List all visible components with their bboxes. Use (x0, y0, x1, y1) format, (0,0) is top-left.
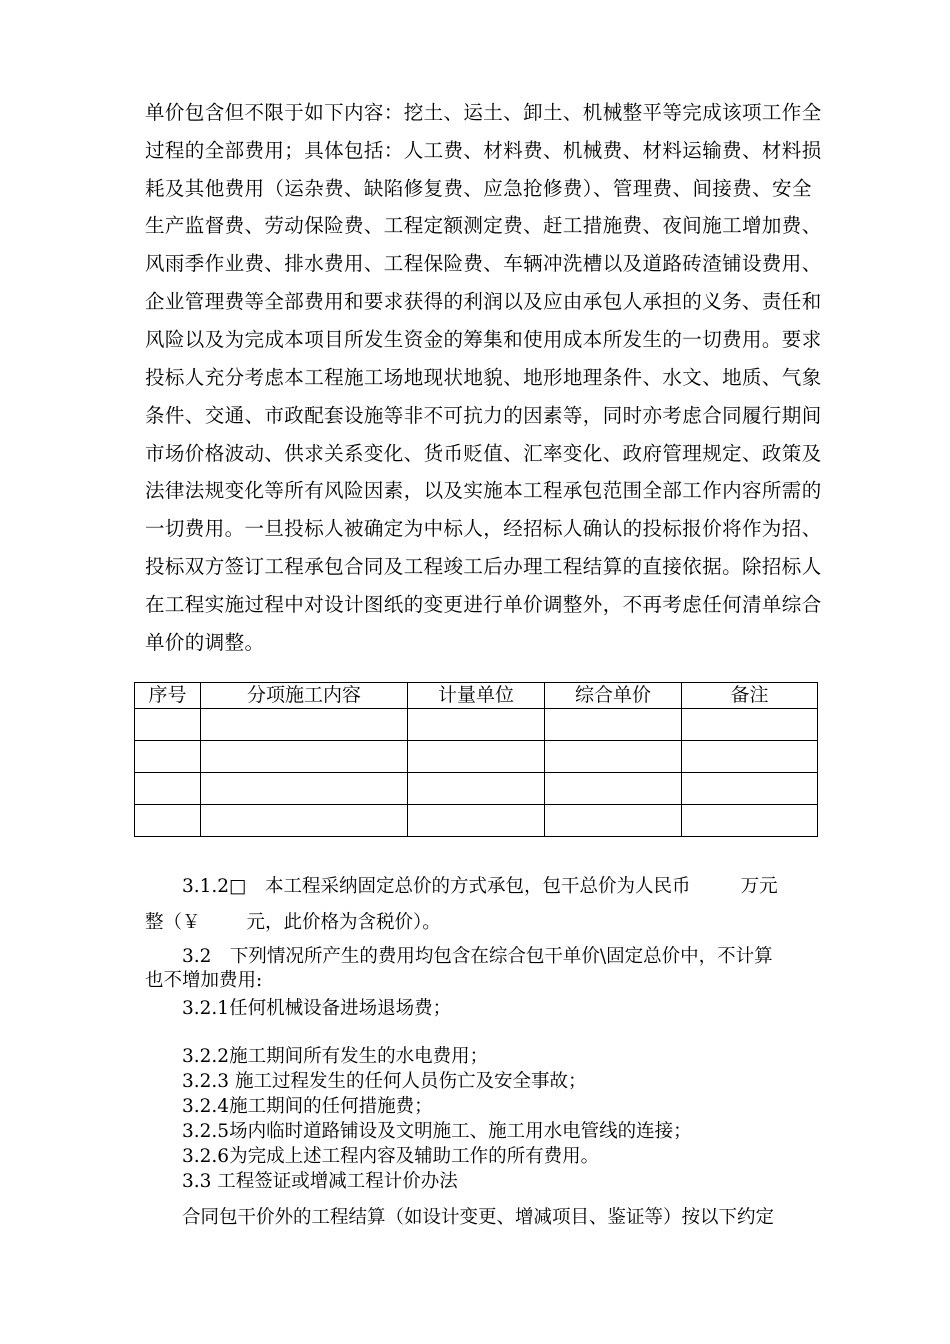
paragraph-line: 风雨季作业费、排水费用、工程保险费、车辆冲洗槽以及道路砖渣铺设费用、 (145, 252, 822, 275)
table-cell (408, 805, 545, 837)
table-cell (545, 773, 682, 805)
sub-item: 3.2.2施工期间所有发生的水电费用； (182, 1046, 489, 1067)
table-row (135, 709, 818, 741)
closing-line: 合同包干价外的工程结算（如设计变更、增减项目、鉴证等）按以下约定 (182, 1207, 775, 1228)
header-cell-remarks: 备注 (682, 683, 818, 709)
sub-item: 3.2.3 施工过程发生的任何人员伤亡及安全事故； (182, 1071, 587, 1092)
paragraph-line: 一切费用。一旦投标人被确定为中标人，经招标人确认的投标报价将作为招、 (145, 517, 822, 540)
unit-price-table (134, 682, 818, 837)
header-cell-serial: 序号 (135, 683, 201, 709)
clause-3-1-2-text: 3.1.2□ 本工程采纳固定总价的方式承包，包干总价为人民币 (182, 876, 691, 897)
table-cell (408, 709, 545, 741)
paragraph-line: 单价包含但不限于如下内容：挖土、运土、卸土、机械整平等完成该项工作全 (145, 101, 822, 124)
table-cell (201, 741, 408, 773)
paragraph-line: 企业管理费等全部费用和要求获得的利润以及应由承包人承担的义务、责任和 (145, 290, 822, 313)
paragraph-line: 市场价格波动、供求关系变化、货币贬值、汇率变化、政府管理规定、政策及 (145, 442, 822, 465)
table-cell (135, 709, 201, 741)
header-cell-unit: 计量单位 (408, 683, 545, 709)
paragraph-line: 风险以及为完成本项目所发生资金的筹集和使用成本所发生的一切费用。要求 (145, 328, 822, 351)
paragraph-line: 过程的全部费用；具体包括：人工费、材料费、机械费、材料运输费、材料损 (145, 139, 822, 162)
header-cell-work-item: 分项施工内容 (201, 683, 408, 709)
clause-3-2-line1: 3.2 下列情况所产生的费用均包含在综合包干单价\固定总价中，不计算 (182, 946, 773, 967)
clause-3-1-2-yen: 整（￥ (145, 912, 201, 933)
table-cell (545, 741, 682, 773)
sub-item: 3.2.4施工期间的任何措施费； (182, 1096, 433, 1117)
paragraph-line: 条件、交通、市政配套设施等非不可抗力的因素等，同时亦考虑合同履行期间 (145, 404, 822, 427)
header-cell-unit-price: 综合单价 (545, 683, 682, 709)
table-cell (201, 805, 408, 837)
clause-3-1-2-line1 (182, 876, 778, 898)
table-cell (408, 773, 545, 805)
table-cell (135, 773, 201, 805)
table-cell (682, 805, 818, 837)
paragraph-line: 单价的调整。 (145, 631, 265, 654)
table-row (135, 773, 818, 805)
paragraph-line: 耗及其他费用（运杂费、缺陷修复费、应急抢修费）、管理费、间接费、安全 (145, 177, 812, 200)
table-row (135, 805, 818, 837)
paragraph-line: 投标双方签订工程承包合同及工程竣工后办理工程结算的直接依据。除招标人 (145, 555, 822, 578)
table-header-row (135, 683, 818, 709)
table-cell (545, 709, 682, 741)
table-cell (682, 773, 818, 805)
sub-item: 3.2.1任何机械设备进场退场费； (182, 998, 452, 1019)
clause-3-3-heading: 3.3 工程签证或增减工程计价办法 (182, 1171, 458, 1192)
table-cell (135, 805, 201, 837)
table-cell (682, 709, 818, 741)
paragraph-line: 在工程实施过程中对设计图纸的变更进行单价调整外，不再考虑任何清单综合 (145, 593, 822, 616)
table-cell (201, 773, 408, 805)
clause-3-1-2-unit: 万元 (740, 876, 778, 897)
clause-3-2-line2: 也不增加费用: (145, 970, 263, 991)
table-row (135, 741, 818, 773)
clause-3-1-2-tail: 元，此价格为含税价）。 (246, 912, 441, 933)
clause-3-1-2-line2 (145, 912, 441, 934)
paragraph-line: 法律法规变化等所有风险因素，以及实施本工程承包范围全部工作内容所需的 (145, 479, 822, 502)
table-cell (545, 805, 682, 837)
sub-item: 3.2.6为完成上述工程内容及辅助工作的所有费用。 (182, 1146, 600, 1167)
table-cell (682, 741, 818, 773)
table-cell (201, 709, 408, 741)
sub-item: 3.2.5场内临时道路铺设及文明施工、施工用水电管线的连接； (182, 1121, 692, 1142)
table-cell (408, 741, 545, 773)
paragraph-line: 投标人充分考虑本工程施工场地现状地貌、地形地理条件、水文、地质、气象 (145, 366, 822, 389)
table-cell (135, 741, 201, 773)
paragraph-line: 生产监督费、劳动保险费、工程定额测定费、赶工措施费、夜间施工增加费、 (145, 214, 822, 237)
